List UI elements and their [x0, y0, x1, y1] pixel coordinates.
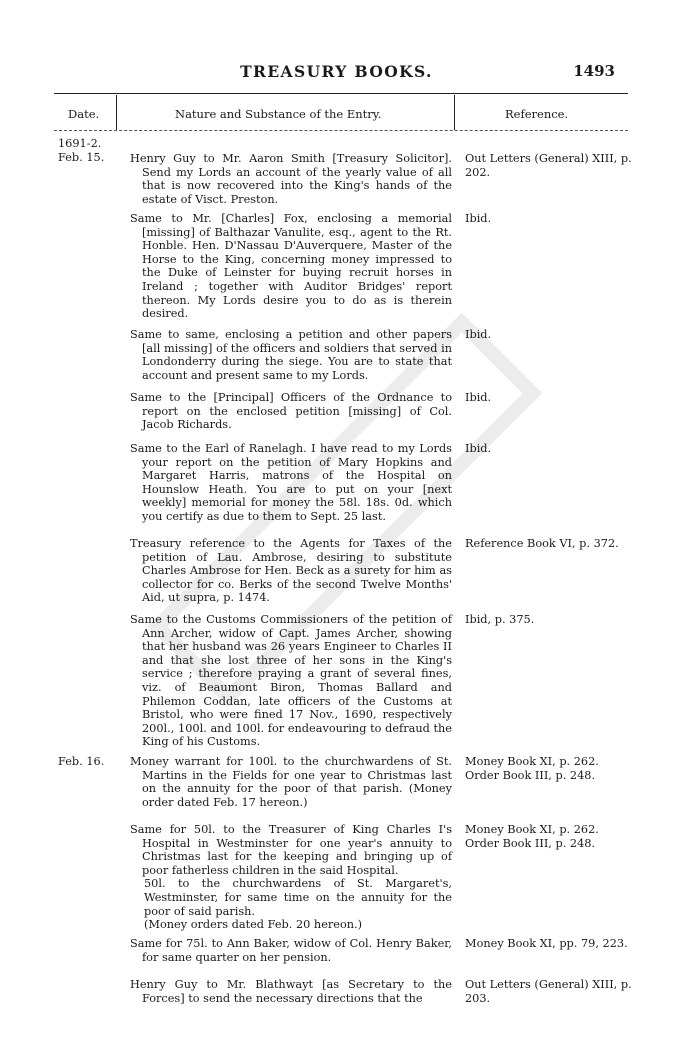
entry-text: Treasury reference to the Agents for Taxes of the petition of Lau. Ambrose, desiring to substitute Charles Ambrose for Hen. Beck as a surety for him as collector for co. Berks of the second Twelve Months' Aid, ut supra, p. 1474.: [130, 537, 452, 605]
entry-date: 1691-2. Feb. 15.: [58, 137, 105, 164]
entry-reference: Ibid, p. 375.: [465, 613, 535, 626]
reference-column-header: Reference.: [505, 107, 569, 121]
date-column-header: Date.: [68, 107, 100, 121]
page-header: [0, 62, 673, 84]
entry-reference: Out Letters (General) XIII, p. 203.: [465, 978, 632, 1005]
entry-text: Same to the Customs Commissioners of the petition of Ann Archer, widow of Capt. James Archer, showing that her husband was 26 years Engineer to Charles II and that she lost three of her sons in the King's service ; therefore praying a grant of several fines, viz. of Beaumont Biron, Thomas Ballard and Philemon Coddan, late officers of the Customs at Bristol, who were fined 17 Nov., 1690, respectively 200l., 100l. and 100l. for endeavouring to defraud the King of his Customs.: [130, 613, 452, 749]
entry-text: Same for 50l. to the Treasurer of King Charles I's Hospital in Westminster for one year's annuity to Christmas last for the keeping and bringing up of poor fatherless children in the said Hospital. 50l. to the churchwardens of St. Margaret's, Westminster, for same time on the annuity for the poor of said parish. (Money orders dated Feb. 20 hereon.): [130, 823, 452, 932]
entry-reference: Ibid.: [465, 328, 492, 341]
entry-text: Henry Guy to Mr. Blathwayt [as Secretary to the Forces] to send the necessary directions that the: [130, 978, 452, 1005]
entry-text: Same for 75l. to Ann Baker, widow of Col. Henry Baker, for same quarter on her pension.: [130, 937, 452, 964]
entry-reference: Ibid.: [465, 212, 492, 225]
entry-reference: Money Book XI, p. 262. Order Book III, p. 248.: [465, 823, 599, 850]
column-divider: [454, 95, 455, 130]
entry-reference: Money Book XI, pp. 79, 223.: [465, 937, 628, 950]
entry-text: Same to the Earl of Ranelagh. I have read to my Lords your report on the petition of Mary Hopkins and Margaret Harris, matrons of the Hospital on Hounslow Heath. You are to put on your [next weekly] memorial for money the 58l. 18s. 0d. which you certify as due to them to Sept. 25 last.: [130, 442, 452, 523]
entry-text: Same to same, enclosing a petition and other papers [all missing] of the officers and soldiers that served in Londonderry during the siege. You are to state that account and present same to my Lords.: [130, 328, 452, 382]
entry-reference: Money Book XI, p. 262. Order Book III, p. 248.: [465, 755, 599, 782]
entry-reference: Out Letters (General) XIII, p. 202.: [465, 152, 632, 179]
page-number: 1493: [573, 62, 615, 80]
nature-column-header: Nature and Substance of the Entry.: [175, 107, 382, 121]
header-rule: [54, 93, 628, 94]
column-header-rule: [54, 130, 628, 131]
running-title: TREASURY BOOKS.: [240, 62, 433, 81]
entry-reference: Reference Book VI, p. 372.: [465, 537, 619, 550]
entry-date: Feb. 16.: [58, 755, 105, 768]
entry-text: Money warrant for 100l. to the churchwardens of St. Martins in the Fields for one year to Christmas last on the annuity for the poor of that parish. (Money order dated Feb. 17 hereon.): [130, 755, 452, 809]
entry-reference: Ibid.: [465, 391, 492, 404]
column-divider: [116, 95, 117, 130]
entry-text: Henry Guy to Mr. Aaron Smith [Treasury Solicitor]. Send my Lords an account of the yearly value of all that is now recovered into the King's hands of the estate of Visct. Preston.: [130, 152, 452, 206]
entry-text: Same to the [Principal] Officers of the Ordnance to report on the enclosed petition [missing] of Col. Jacob Richards.: [130, 391, 452, 432]
entry-text: Same to Mr. [Charles] Fox, enclosing a memorial [missing] of Balthazar Vanulite, esq., agent to the Rt. Honble. Hen. D'Nassau D'Auverquere, Master of the Horse to the King, concerning money impressed to the Duke of Leinster for buying recruit horses in Ireland ; together with Auditor Bridges' report thereon. My Lords desire you to do as is therein desired.: [130, 212, 452, 321]
entry-reference: Ibid.: [465, 442, 492, 455]
